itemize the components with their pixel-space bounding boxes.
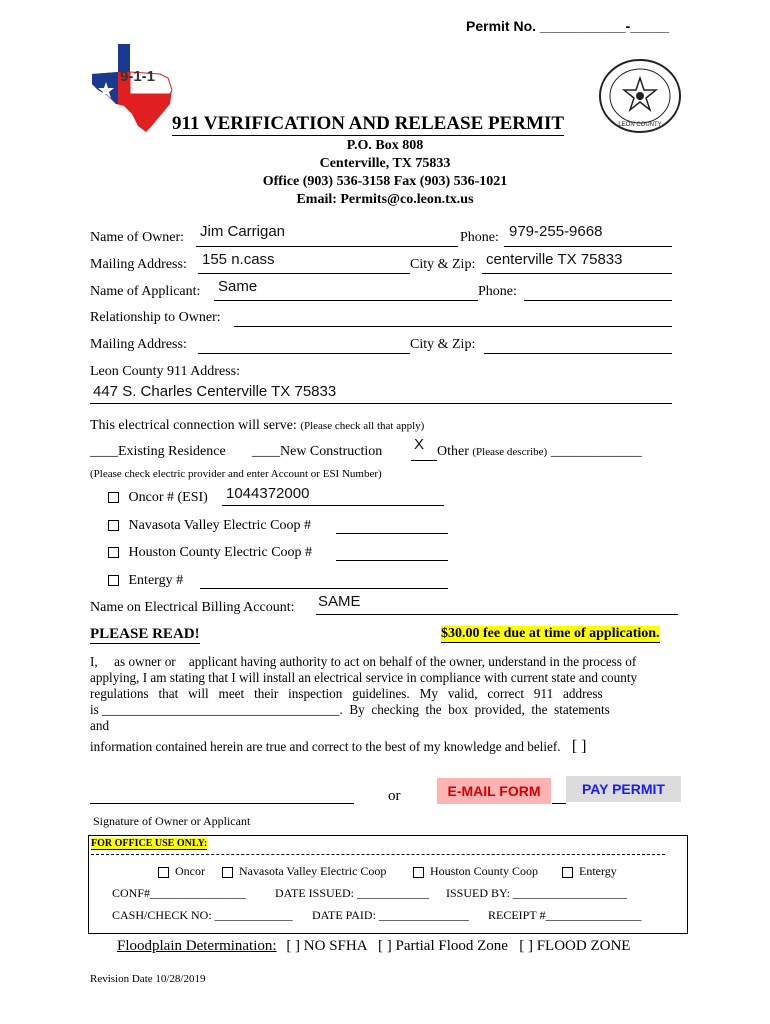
office-entergy-checkbox[interactable] [562, 867, 573, 878]
floodplain-options[interactable]: [ ] NO SFHA [ ] Partial Flood Zone [ ] FLOOD ZONE [286, 938, 631, 954]
owner-phone-field[interactable]: 979-255-9668 [509, 223, 603, 240]
signature-caption: Signature of Owner or Applicant [93, 814, 251, 828]
office-oncor-checkbox[interactable] [158, 867, 169, 878]
oncor-checkbox[interactable] [108, 492, 119, 503]
applicant-name-field[interactable]: Same [218, 278, 258, 295]
service-intro-note: (Please check all that apply) [300, 420, 425, 432]
button-spacer-line [552, 803, 566, 804]
texas-911-logo [90, 42, 180, 134]
service-intro-text: This electrical connection will serve: [90, 418, 297, 433]
office-houston-checkbox[interactable] [413, 867, 424, 878]
office-oncor-label: Oncor [175, 864, 205, 878]
owner-mailing-label: Mailing Address: [90, 257, 187, 272]
oncor-label: Oncor # (ESI) [128, 490, 208, 505]
billing-account-line [316, 614, 678, 615]
owner-name-line [196, 246, 458, 247]
signature-line[interactable] [90, 803, 354, 804]
applicant-mailing-field[interactable] [198, 353, 410, 354]
office-issued-by-field[interactable]: ISSUED BY: ___________________ [446, 886, 627, 900]
office-address-block [200, 137, 570, 209]
office-date-paid-field[interactable]: DATE PAID: _______________ [312, 908, 469, 922]
address-line-po-box: P.O. Box 808 [346, 138, 424, 153]
logo-911-text: 9-1-1 [120, 68, 156, 85]
owner-mailing-field[interactable]: 155 n.cass [202, 251, 275, 268]
email-form-button[interactable]: E-MAIL FORM [437, 778, 551, 804]
agreement-paragraph [90, 654, 680, 734]
agreement-line-3: regulations that will meet their inspection guidelines. My valid, correct 911 address [90, 686, 603, 701]
address-line-city: Centerville, TX 75833 [319, 156, 451, 171]
other-option [437, 444, 642, 460]
owner-name-label: Name of Owner: [90, 230, 185, 245]
applicant-name-label: Name of Applicant: [90, 284, 201, 299]
office-navasota-checkbox[interactable] [222, 867, 233, 878]
agreement-statement: information contained herein are true and correct to the best of my knowledge and belief. [90, 739, 561, 754]
service-intro [90, 418, 424, 434]
billing-account-field[interactable]: SAME [318, 593, 361, 610]
office-cash-check-field[interactable]: CASH/CHECK NO: _____________ [112, 908, 293, 922]
permit-number-label: Permit No. ___________-_____ [466, 18, 670, 34]
houston-account-field[interactable] [336, 560, 448, 561]
county-seal [598, 58, 682, 134]
floodplain-row [117, 938, 630, 955]
provider-note: (Please check electric provider and enter Account or ESI Number) [90, 468, 382, 480]
applicant-phone-label: Phone: [478, 284, 517, 299]
agreement-line-4: is ____________________________________. By checking the box provided, the statements [90, 702, 610, 717]
office-entergy-label: Entergy [579, 864, 617, 878]
entergy-checkbox[interactable] [108, 575, 119, 586]
office-divider [91, 854, 665, 855]
agreement-line-6 [90, 738, 587, 756]
applicant-phone-field[interactable] [524, 300, 672, 301]
agreement-checkbox[interactable]: [ ] [571, 738, 587, 755]
pay-permit-button[interactable]: PAY PERMIT [566, 776, 681, 802]
owner-city-zip-label: City & Zip: [410, 257, 476, 272]
fee-notice: $30.00 fee due at time of application. [441, 626, 660, 641]
address-911-field[interactable]: 447 S. Charles Centerville TX 75833 [93, 383, 337, 400]
navasota-label: Navasota Valley Electric Coop # [128, 518, 311, 533]
applicant-mailing-label: Mailing Address: [90, 337, 187, 352]
owner-mailing-line [198, 273, 410, 274]
owner-phone-label: Phone: [460, 230, 499, 245]
office-navasota-label: Navasota Valley Electric Coop [239, 864, 387, 878]
office-date-issued-field[interactable]: DATE ISSUED: ____________ [275, 886, 430, 900]
office-houston-label: Houston County Coop [430, 864, 539, 878]
applicant-city-zip-label: City & Zip: [410, 337, 476, 352]
owner-city-zip-line [482, 273, 672, 274]
office-use-heading: FOR OFFICE USE ONLY: [91, 838, 208, 849]
navasota-checkbox[interactable] [108, 520, 119, 531]
navasota-account-field[interactable] [336, 533, 448, 534]
entergy-account-field[interactable] [200, 588, 448, 589]
office-receipt-field[interactable]: RECEIPT #________________ [488, 908, 642, 922]
other-blank-line [411, 460, 437, 461]
seal-text: LEON COUNTY [618, 122, 662, 128]
address-911-line [90, 403, 672, 404]
revision-date: Revision Date 10/28/2019 [90, 973, 206, 985]
provider-row-navasota [108, 518, 311, 534]
applicant-name-line [214, 300, 478, 301]
agreement-line-1: I, as owner or applicant having authority to act on behalf of the owner, understand in the process of [90, 654, 637, 669]
owner-name-field[interactable]: Jim Carrigan [200, 223, 286, 240]
provider-row-oncor [108, 490, 208, 506]
other-check-mark[interactable]: X [414, 436, 425, 453]
office-conf-field[interactable]: CONF#________________ [112, 886, 247, 900]
existing-residence-option[interactable]: ____Existing Residence [90, 444, 226, 459]
agreement-line-2: applying, I am stating that I will install an electrical service in compliance with current state and county [90, 670, 638, 685]
provider-row-entergy [108, 573, 183, 589]
office-provider-houston [413, 864, 538, 879]
owner-name-row [90, 230, 184, 246]
houston-label: Houston County Electric Coop # [128, 545, 313, 560]
address-line-phone: Office (903) 536-3158 Fax (903) 536-1021 [262, 174, 508, 189]
address-line-email: Email: Permits@co.leon.tx.us [296, 192, 474, 207]
oncor-esi-line [222, 505, 444, 506]
oncor-esi-field[interactable]: 1044372000 [226, 485, 310, 502]
other-note: (Please describe) [472, 446, 548, 458]
relationship-label: Relationship to Owner: [90, 310, 221, 325]
billing-account-label: Name on Electrical Billing Account: [90, 600, 295, 615]
please-read-heading: PLEASE READ! [90, 626, 200, 642]
houston-checkbox[interactable] [108, 547, 119, 558]
address-911-label: Leon County 911 Address: [90, 364, 240, 379]
agreement-line-5: and [90, 718, 110, 733]
provider-row-houston [108, 545, 312, 561]
other-description-field[interactable]: _____________ [550, 444, 642, 459]
form-title: 911 VERIFICATION AND RELEASE PERMIT [172, 113, 565, 134]
office-provider-oncor [158, 864, 205, 879]
office-provider-navasota [222, 864, 386, 879]
office-provider-entergy [562, 864, 617, 879]
owner-phone-line [504, 246, 672, 247]
new-construction-option[interactable]: ____New Construction [252, 444, 383, 459]
owner-city-zip-field[interactable]: centerville TX 75833 [486, 251, 623, 268]
or-text: or [388, 788, 401, 804]
floodplain-label: Floodplain Determination: [117, 938, 277, 954]
relationship-field[interactable] [234, 326, 672, 327]
applicant-city-zip-field[interactable] [484, 353, 672, 354]
entergy-label: Entergy # [128, 573, 184, 588]
other-label: Other [437, 444, 469, 459]
